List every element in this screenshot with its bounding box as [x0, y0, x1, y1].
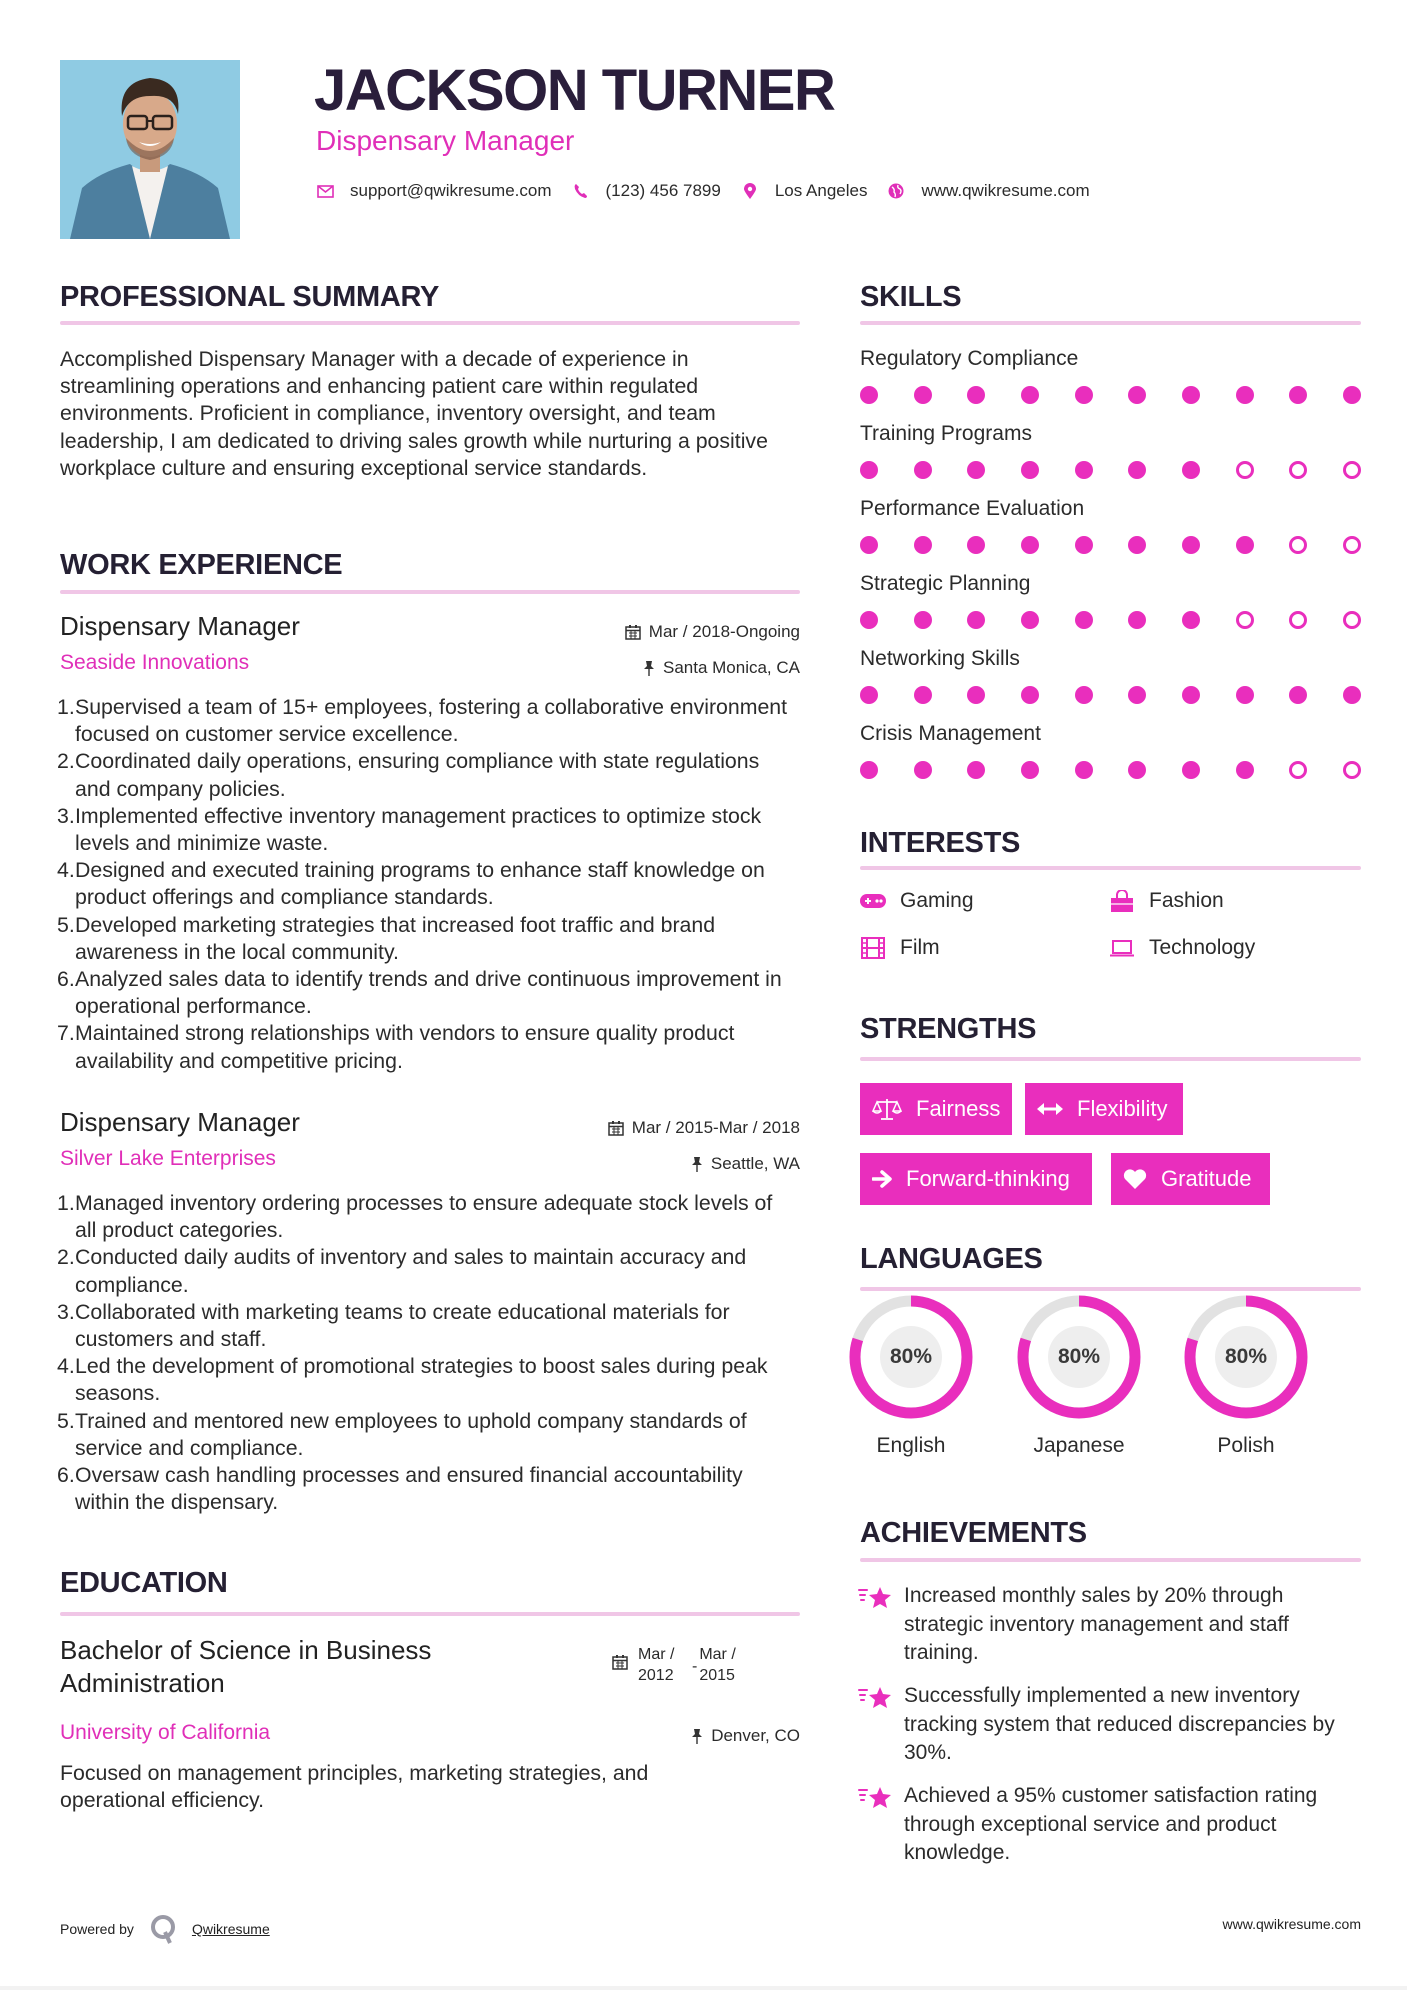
filled-dot-icon — [967, 686, 985, 704]
interest-technology: Technology — [1109, 936, 1255, 960]
filled-dot-icon — [1236, 686, 1254, 704]
list-item: 6. Analyzed sales data to identify trends and drive continuous improvement in operational performance. — [57, 967, 782, 1019]
empty-dot-icon — [1343, 761, 1361, 779]
filled-dot-icon — [1182, 761, 1200, 779]
empty-dot-icon — [1343, 536, 1361, 554]
skills-heading: SKILLS — [860, 281, 962, 313]
empty-dot-icon — [1289, 461, 1307, 479]
contact-website[interactable] — [887, 181, 1089, 201]
filled-dot-icon — [1128, 461, 1146, 479]
strength-forward-thinking: Forward-thinking — [860, 1153, 1092, 1205]
filled-dot-icon — [1075, 536, 1093, 554]
website-text: www.qwikresume.com — [921, 181, 1090, 200]
language-english: 80% English — [849, 1295, 973, 1459]
filled-dot-icon — [914, 761, 932, 779]
languages-heading: LANGUAGES — [860, 1243, 1043, 1275]
calendar-icon — [625, 624, 641, 640]
pushpin-icon — [691, 1728, 703, 1744]
filled-dot-icon — [1021, 461, 1039, 479]
skill-rating — [860, 761, 1361, 779]
laptop-icon — [1109, 937, 1135, 959]
filled-dot-icon — [860, 386, 878, 404]
filled-dot-icon — [860, 761, 878, 779]
education-divider — [60, 1612, 800, 1616]
school-name: University of California — [60, 1721, 271, 1744]
filled-dot-icon — [1075, 386, 1093, 404]
candidate-title: Dispensary Manager — [316, 125, 575, 156]
filled-dot-icon — [1182, 536, 1200, 554]
progress-ring — [1017, 1295, 1141, 1419]
list-item: 4. Led the development of promotional strategies to boost sales during peak seasons. — [57, 1354, 768, 1406]
filled-dot-icon — [1182, 461, 1200, 479]
filled-dot-icon — [1182, 611, 1200, 629]
education-location: Denver, CO — [691, 1726, 800, 1746]
achievement-item: Increased monthly sales by 20% through strategic inventory management and staff training. — [858, 1582, 1359, 1668]
empty-dot-icon — [1289, 536, 1307, 554]
filled-dot-icon — [967, 761, 985, 779]
strength-flexibility: Flexibility — [1025, 1083, 1183, 1135]
map-pin-icon — [741, 182, 759, 200]
filled-dot-icon — [967, 461, 985, 479]
achievement-item: Successfully implemented a new inventory tracking system that reduced discrepancies by 30%. — [858, 1682, 1359, 1768]
arrow-right-icon — [872, 1170, 892, 1188]
education-description: Focused on management principles, marketing strategies, and operational efficiency. — [60, 1761, 649, 1813]
contact-bar — [316, 178, 1110, 204]
job-2-bullets — [57, 1190, 797, 1516]
arrows-horizontal-icon — [1037, 1102, 1063, 1116]
achievements-heading: ACHIEVEMENTS — [860, 1517, 1087, 1549]
filled-dot-icon — [1236, 386, 1254, 404]
skill-name: Performance Evaluation — [860, 497, 1085, 520]
filled-dot-icon — [1182, 386, 1200, 404]
filled-dot-icon — [1021, 761, 1039, 779]
candidate-name: JACKSON TURNER — [314, 58, 835, 123]
summary-text: Accomplished Dispensary Manager with a decade of experience in streamlining operations and enhancing patient care within regulated environments. Proficient in compliance, inventory oversight, and team leadership, I am dedicated to driving sales growth while nurturing a positive workplace culture and ensuring exceptional service standards. — [60, 347, 768, 480]
strengths-heading: STRENGTHS — [860, 1013, 1037, 1045]
filled-dot-icon — [914, 461, 932, 479]
percent-label: 80% — [1048, 1326, 1110, 1388]
phone-text: (123) 456 7899 — [605, 181, 721, 200]
contact-location — [741, 181, 868, 201]
shooting-star-icon — [858, 1582, 892, 1668]
envelope-icon — [316, 182, 334, 200]
list-item: 7. Maintained strong relationships with vendors to ensure quality product availability and competitive pricing. — [57, 1021, 735, 1073]
shopping-bag-icon — [1109, 890, 1135, 912]
experience-divider — [60, 590, 800, 594]
filled-dot-icon — [1236, 761, 1254, 779]
job-1-bullets — [57, 694, 797, 1075]
film-icon — [860, 937, 886, 959]
filled-dot-icon — [860, 686, 878, 704]
achievements-divider — [860, 1558, 1361, 1562]
heart-icon — [1123, 1169, 1147, 1190]
qwikresume-logo-icon — [150, 1914, 178, 1944]
filled-dot-icon — [1021, 686, 1039, 704]
filled-dot-icon — [1021, 386, 1039, 404]
skill-rating — [860, 386, 1361, 404]
filled-dot-icon — [1021, 611, 1039, 629]
skill-name: Regulatory Compliance — [860, 347, 1079, 370]
email-text: support@qwikresume.com — [350, 181, 552, 200]
pushpin-icon — [691, 1156, 703, 1172]
job-2-title: Dispensary Manager — [60, 1107, 300, 1137]
filled-dot-icon — [1289, 686, 1307, 704]
footer-powered-by: Powered by Qwikresume — [60, 1914, 270, 1944]
skill-rating — [860, 686, 1361, 704]
filled-dot-icon — [860, 611, 878, 629]
interest-gaming: Gaming — [860, 889, 974, 913]
strength-fairness: Fairness — [860, 1083, 1012, 1135]
contact-email[interactable] — [316, 181, 552, 201]
empty-dot-icon — [1289, 611, 1307, 629]
list-item: 1. Supervised a team of 15+ employees, fostering a collaborative environment focused on customer service excellence. — [57, 695, 788, 747]
filled-dot-icon — [1343, 386, 1361, 404]
empty-dot-icon — [1343, 611, 1361, 629]
empty-dot-icon — [1343, 461, 1361, 479]
filled-dot-icon — [1075, 761, 1093, 779]
filled-dot-icon — [1128, 761, 1146, 779]
empty-dot-icon — [1236, 461, 1254, 479]
language-polish: 80% Polish — [1184, 1295, 1308, 1459]
degree-title: Bachelor of Science in Business Administration — [60, 1635, 432, 1698]
skill-name: Crisis Management — [860, 722, 1041, 745]
empty-dot-icon — [1289, 761, 1307, 779]
contact-phone[interactable] — [572, 181, 721, 201]
calendar-icon — [608, 1120, 624, 1136]
job-1-location: Santa Monica, CA — [643, 658, 800, 678]
footer-website[interactable]: www.qwikresume.com — [1222, 1916, 1361, 1932]
experience-heading: WORK EXPERIENCE — [60, 549, 343, 581]
shooting-star-icon — [858, 1782, 892, 1868]
profile-photo — [60, 60, 240, 239]
filled-dot-icon — [1128, 386, 1146, 404]
person-portrait-icon — [60, 60, 240, 239]
skill-name: Training Programs — [860, 422, 1032, 445]
qwikresume-link[interactable]: Qwikresume — [191, 1921, 270, 1937]
interests-heading: INTERESTS — [860, 827, 1021, 859]
balance-scale-icon — [872, 1097, 902, 1121]
job-1-title: Dispensary Manager — [60, 611, 300, 641]
filled-dot-icon — [1075, 686, 1093, 704]
list-item: 5. Developed marketing strategies that increased foot traffic and brand awareness in the local community. — [57, 912, 716, 964]
strength-gratitude: Gratitude — [1111, 1153, 1270, 1205]
page-bottom-edge — [0, 1986, 1407, 1990]
list-item: 3. Implemented effective inventory management practices to optimize stock levels and minimize waste. — [57, 803, 762, 856]
date-separator: - — [692, 1658, 698, 1675]
job-1-dates: Mar / 2018-Ongoing — [625, 622, 800, 642]
filled-dot-icon — [914, 686, 932, 704]
education-dates — [612, 1644, 736, 1686]
filled-dot-icon — [1289, 386, 1307, 404]
empty-dot-icon — [1236, 611, 1254, 629]
language-japanese: 80% Japanese — [1017, 1295, 1141, 1459]
list-item: 6. Oversaw cash handling processes and ensured financial accountability within the dispensary. — [57, 1463, 743, 1515]
filled-dot-icon — [967, 386, 985, 404]
skill-rating — [860, 536, 1361, 554]
summary-heading: PROFESSIONAL SUMMARY — [60, 281, 440, 313]
list-item: 2. Coordinated daily operations, ensuring compliance with state regulations and company policies. — [57, 749, 760, 801]
list-item: 3. Collaborated with marketing teams to create educational materials for customers and staff. — [57, 1299, 730, 1352]
summary-divider — [60, 321, 800, 325]
job-2-dates: Mar / 2015-Mar / 2018 — [608, 1118, 800, 1138]
filled-dot-icon — [914, 611, 932, 629]
interests-divider — [860, 866, 1361, 870]
achievement-item: Achieved a 95% customer satisfaction rating through exceptional service and product knowledge. — [858, 1782, 1359, 1868]
filled-dot-icon — [1021, 536, 1039, 554]
progress-ring — [849, 1295, 973, 1419]
filled-dot-icon — [860, 461, 878, 479]
skill-rating — [860, 461, 1361, 479]
job-1-company: Seaside Innovations — [60, 651, 250, 674]
languages-divider — [860, 1287, 1361, 1291]
job-2-company: Silver Lake Enterprises — [60, 1147, 276, 1170]
skill-rating — [860, 611, 1361, 629]
filled-dot-icon — [967, 536, 985, 554]
list-item: 4. Designed and executed training programs to enhance staff knowledge on product offerings and compliance standards. — [57, 858, 765, 910]
location-text: Los Angeles — [774, 181, 868, 200]
filled-dot-icon — [1343, 686, 1361, 704]
percent-label: 80% — [880, 1326, 942, 1388]
progress-ring — [1184, 1295, 1308, 1419]
filled-dot-icon — [1075, 611, 1093, 629]
gamepad-icon — [860, 890, 886, 912]
skill-name: Networking Skills — [860, 647, 1020, 670]
filled-dot-icon — [1128, 686, 1146, 704]
interest-film: Film — [860, 936, 940, 960]
filled-dot-icon — [1128, 536, 1146, 554]
filled-dot-icon — [914, 536, 932, 554]
education-start: Mar / 2012 — [638, 1646, 675, 1684]
phone-icon — [572, 182, 590, 200]
list-item: 1. Managed inventory ordering processes to ensure adequate stock levels of all product categories. — [57, 1191, 773, 1243]
interest-fashion: Fashion — [1109, 889, 1224, 913]
shooting-star-icon — [858, 1682, 892, 1768]
filled-dot-icon — [1236, 536, 1254, 554]
calendar-icon — [612, 1654, 628, 1670]
globe-icon — [887, 182, 905, 200]
list-item: 2. Conducted daily audits of inventory and sales to maintain accuracy and compliance. — [57, 1245, 747, 1297]
filled-dot-icon — [967, 611, 985, 629]
list-item: 5. Trained and mentored new employees to uphold company standards of service and compliance. — [57, 1408, 747, 1460]
education-end: Mar / 2015 — [699, 1646, 736, 1684]
percent-label: 80% — [1215, 1326, 1277, 1388]
filled-dot-icon — [1182, 686, 1200, 704]
filled-dot-icon — [1128, 611, 1146, 629]
filled-dot-icon — [860, 536, 878, 554]
job-2-location: Seattle, WA — [691, 1154, 800, 1174]
pushpin-icon — [643, 660, 655, 676]
strengths-divider — [860, 1057, 1361, 1061]
education-heading: EDUCATION — [60, 1567, 228, 1599]
skills-divider — [860, 321, 1361, 325]
skill-name: Strategic Planning — [860, 572, 1031, 595]
filled-dot-icon — [914, 386, 932, 404]
filled-dot-icon — [1075, 461, 1093, 479]
